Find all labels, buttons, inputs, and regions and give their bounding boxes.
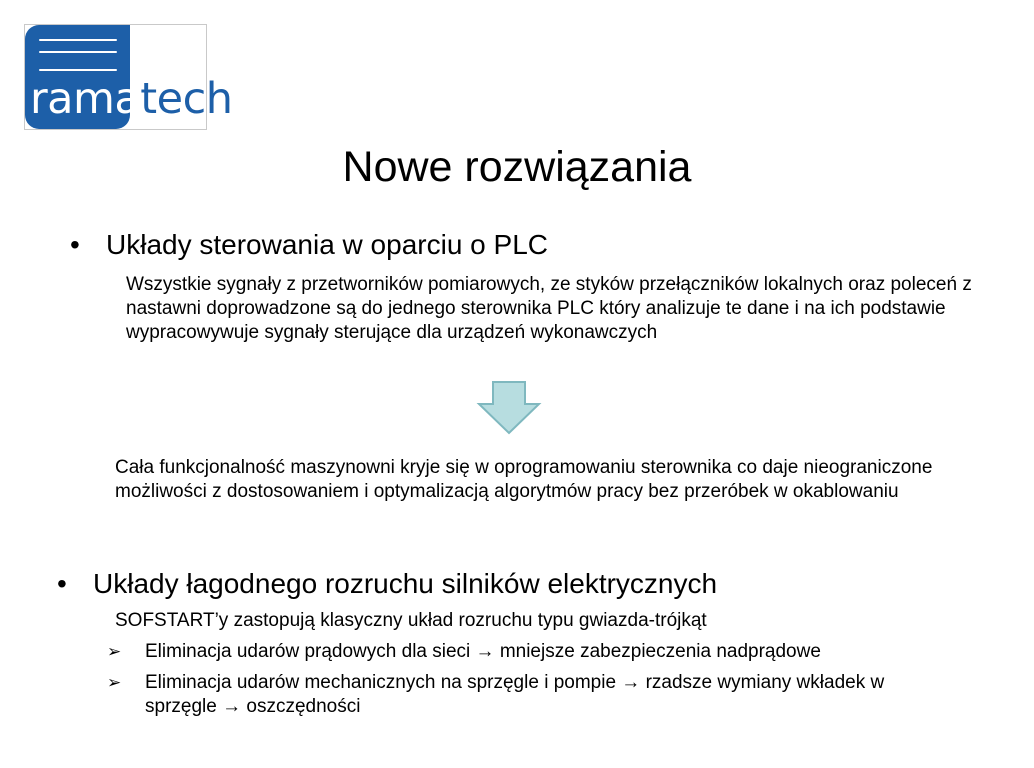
list-item bbox=[107, 640, 987, 666]
arrowhead-bullet-icon: ➢ bbox=[107, 673, 122, 692]
logo-wordmark-rama: rama bbox=[30, 74, 141, 124]
bullet-dot: • bbox=[70, 229, 80, 260]
section-plc-description: Wszystkie sygnały z przetworników pomiarowych, ze styków przełączników lokalnych oraz poleceń z nastawni doprowadzone są do jednego sterownika PLC który analizuje te dane i na ich podstawie wypracowywuje sygnały sterujące dla urządzeń wykonawczych bbox=[126, 274, 972, 343]
slide-title: Nowe rozwiązania bbox=[342, 143, 692, 191]
section-softstart-heading-text: Układy łagodnego rozruchu silników elektrycznych bbox=[93, 568, 718, 599]
section-plc-heading-text: Układy sterowania w oparciu o PLC bbox=[106, 229, 548, 260]
logo-line-middle bbox=[39, 51, 117, 53]
down-arrow-icon bbox=[476, 380, 542, 436]
bullet-dot: • bbox=[57, 568, 67, 599]
arrowhead-bullet-icon: ➢ bbox=[107, 642, 122, 661]
logo-wordmark-tech: tech bbox=[140, 74, 233, 124]
down-arrow-shape bbox=[479, 382, 539, 433]
ramatech-logo bbox=[24, 24, 233, 130]
logo-wordmark bbox=[30, 75, 233, 123]
logo-line-top bbox=[39, 39, 117, 41]
list-item-text: Eliminacja udarów prądowych dla sieci → mniejsze zabezpieczenia nadprądowe bbox=[145, 641, 821, 662]
list-item bbox=[107, 671, 987, 721]
logo-line-bottom bbox=[39, 69, 117, 71]
section-plc-conclusion: Cała funkcjonalność maszynowni kryje się w oprogramowaniu sterownika co daje nieograniczone możliwości z dostosowaniem i optymalizacją algorytmów pracy bez przeróbek w okablowaniu bbox=[115, 457, 933, 502]
list-item-text: Eliminacja udarów mechanicznych na sprzęgle i pompie → rzadsze wymiany wkładek w sprzęgle → oszczędności bbox=[145, 672, 885, 717]
section-softstart-intro: SOFSTART’y zastopują klasyczny układ rozruchu typu gwiazda-trójkąt bbox=[115, 610, 707, 631]
